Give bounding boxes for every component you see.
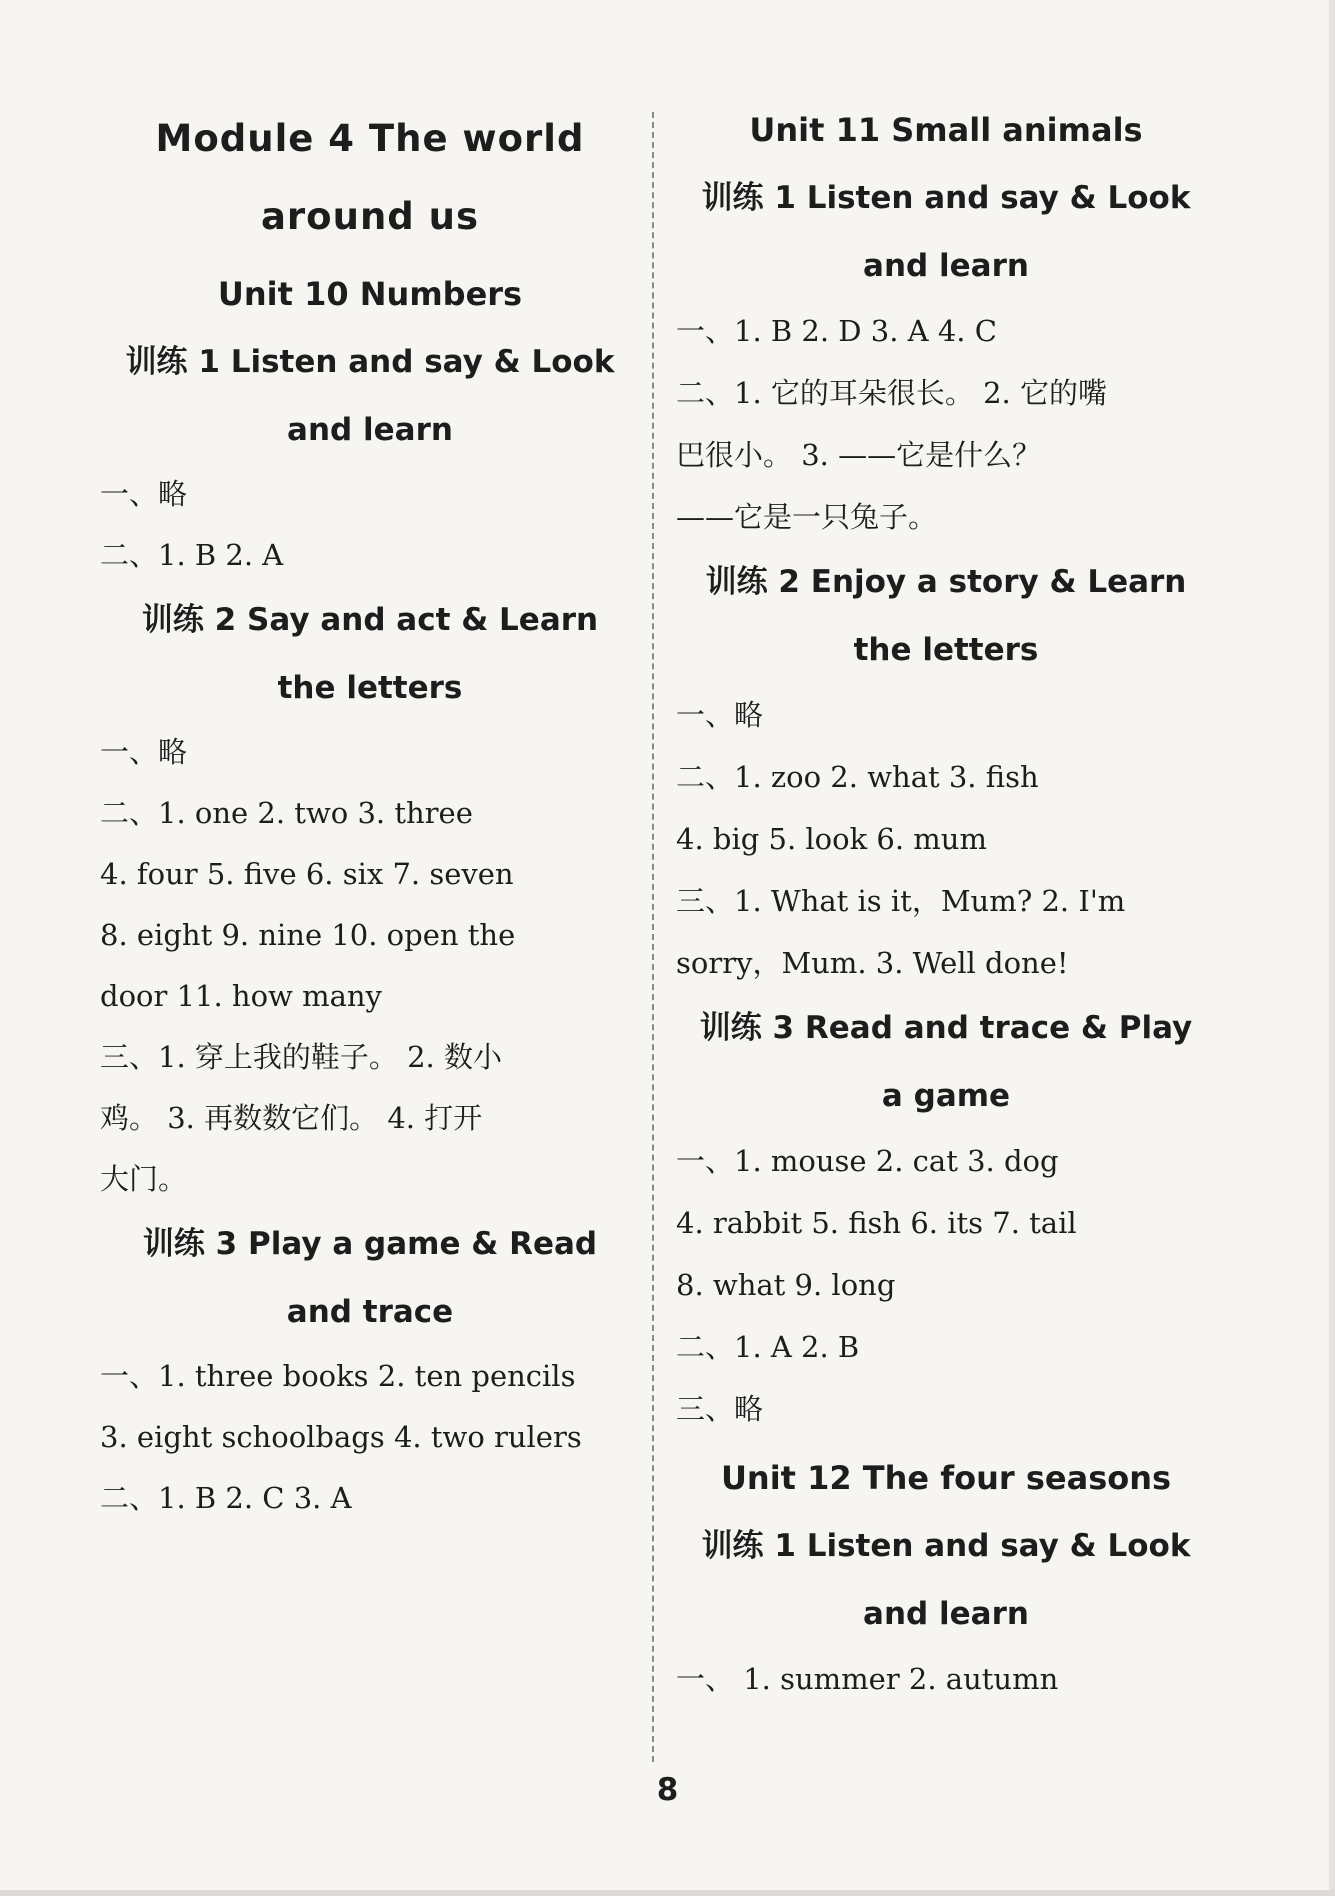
lesson-2-title-line-2: the letters [853, 632, 1039, 668]
unit-12-title: Unit 12 The four seasons [720, 1459, 1172, 1497]
answer-line: 二、1. one 2. two 3. three [100, 796, 473, 830]
unit-10-title: Unit 10 Numbers [217, 275, 523, 313]
answer-line: 三、1. What is it，Mum? 2. I'm [676, 884, 1126, 918]
lesson-3-title: 训练 3 Play a game & Read [142, 1226, 598, 1262]
lesson-2-title: 训练 2 Enjoy a story & Learn [705, 564, 1187, 600]
answer-line: 二、1. 它的耳朵很长。 2. 它的嘴 [676, 376, 1107, 410]
left-column [100, 100, 640, 1529]
answer-line: 8. eight 9. nine 10. open the [100, 918, 516, 952]
module-title-line-2: around us [260, 195, 480, 238]
answer-line: 一、略 [676, 698, 764, 732]
lesson-1-title-line-2: and learn [863, 1596, 1029, 1632]
answer-line: 二、1. B 2. A [100, 538, 284, 572]
answer-line: 鸡。 3. 再数数它们。 4. 打开 [100, 1101, 483, 1135]
answer-line: 4. rabbit 5. fish 6. its 7. tail [676, 1206, 1077, 1240]
answer-line: 3. eight schoolbags 4. two rulers [100, 1420, 582, 1454]
module-title: Module 4 The world [155, 117, 585, 160]
lesson-1-title: 训练 1 Listen and say & Look [701, 1528, 1191, 1564]
answer-line: ——它是一只兔子。 [676, 500, 938, 534]
lesson-1-title-line-2: and learn [287, 412, 453, 448]
answer-line: 巴很小。 3. ——它是什么？ [676, 438, 1042, 472]
lesson-2-title-line-2: the letters [277, 670, 463, 706]
column-divider [652, 112, 654, 1762]
unit-11-title: Unit 11 Small animals [749, 111, 1143, 149]
answer-line: 一、1. three books 2. ten pencils [100, 1359, 576, 1393]
page-bottom-edge [0, 1890, 1335, 1896]
answer-line: 三、1. 穿上我的鞋子。 2. 数小 [100, 1040, 502, 1074]
answer-line: 8. what 9. long [676, 1268, 896, 1302]
right-column [676, 100, 1216, 1710]
answer-line: door 11. how many [100, 979, 382, 1013]
lesson-1-title-line-2: and learn [863, 248, 1029, 284]
answer-line: 4. four 5. five 6. six 7. seven [100, 857, 514, 891]
lesson-3-title: 训练 3 Read and trace & Play [699, 1010, 1193, 1046]
lesson-1-title: 训练 1 Listen and say & Look [125, 344, 615, 380]
answer-line: 一、 1. summer 2. autumn [676, 1662, 1059, 1696]
answer-line: 大门。 [100, 1162, 188, 1196]
answer-line: 一、1. mouse 2. cat 3. dog [676, 1144, 1059, 1178]
answer-line: 二、1. A 2. B [676, 1330, 860, 1364]
lesson-3-title-line-2: and trace [286, 1294, 454, 1330]
page-edge [1329, 0, 1335, 1896]
page-number: 8 [656, 1772, 679, 1808]
answer-line: 4. big 5. look 6. mum [676, 822, 987, 856]
answer-line: 一、略 [100, 477, 188, 511]
lesson-2-title: 训练 2 Say and act & Learn [141, 602, 599, 638]
answer-line: 二、1. B 2. C 3. A [100, 1481, 352, 1515]
lesson-1-title: 训练 1 Listen and say & Look [701, 180, 1191, 216]
answer-line: sorry，Mum. 3. Well done! [676, 946, 1069, 980]
lesson-3-title-line-2: a game [881, 1078, 1011, 1114]
answer-line: 二、1. zoo 2. what 3. fish [676, 760, 1039, 794]
answer-line: 一、略 [100, 735, 188, 769]
answer-line: 一、1. B 2. D 3. A 4. C [676, 314, 997, 348]
answer-line: 三、略 [676, 1392, 764, 1426]
